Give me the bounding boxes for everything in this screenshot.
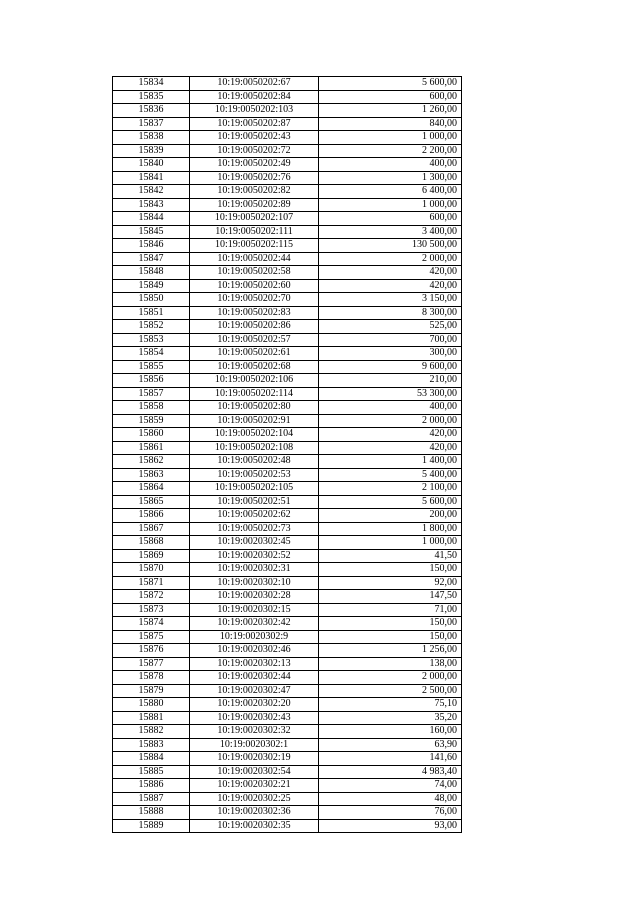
amount-cell: 2 000,00 bbox=[319, 671, 462, 685]
row-number-cell: 15841 bbox=[113, 171, 190, 185]
table-row bbox=[113, 374, 462, 388]
row-number-cell: 15862 bbox=[113, 455, 190, 469]
cadastral-number-cell: 10:19:0050202:82 bbox=[190, 185, 319, 199]
amount-cell: 71,00 bbox=[319, 603, 462, 617]
row-number-cell: 15873 bbox=[113, 603, 190, 617]
cadastral-number-cell: 10:19:0020302:10 bbox=[190, 576, 319, 590]
table-row bbox=[113, 77, 462, 91]
row-number-cell: 15857 bbox=[113, 387, 190, 401]
cadastral-number-cell: 10:19:0020302:42 bbox=[190, 617, 319, 631]
amount-cell: 48,00 bbox=[319, 792, 462, 806]
cadastral-number-cell: 10:19:0050202:67 bbox=[190, 77, 319, 91]
row-number-cell: 15861 bbox=[113, 441, 190, 455]
table-row bbox=[113, 117, 462, 131]
table-row bbox=[113, 387, 462, 401]
amount-cell: 41,50 bbox=[319, 549, 462, 563]
row-number-cell: 15846 bbox=[113, 239, 190, 253]
table-row bbox=[113, 266, 462, 280]
amount-cell: 160,00 bbox=[319, 725, 462, 739]
amount-cell: 130 500,00 bbox=[319, 239, 462, 253]
table-row bbox=[113, 738, 462, 752]
amount-cell: 2 100,00 bbox=[319, 482, 462, 496]
row-number-cell: 15836 bbox=[113, 104, 190, 118]
cadastral-number-cell: 10:19:0020302:52 bbox=[190, 549, 319, 563]
table-row bbox=[113, 630, 462, 644]
cadastral-number-cell: 10:19:0050202:86 bbox=[190, 320, 319, 334]
row-number-cell: 15855 bbox=[113, 360, 190, 374]
table-row bbox=[113, 90, 462, 104]
row-number-cell: 15844 bbox=[113, 212, 190, 226]
cadastral-number-cell: 10:19:0050202:84 bbox=[190, 90, 319, 104]
cadastral-number-cell: 10:19:0020302:28 bbox=[190, 590, 319, 604]
cadastral-number-cell: 10:19:0050202:49 bbox=[190, 158, 319, 172]
row-number-cell: 15852 bbox=[113, 320, 190, 334]
amount-cell: 6 400,00 bbox=[319, 185, 462, 199]
table-row bbox=[113, 765, 462, 779]
cadastral-number-cell: 10:19:0050202:111 bbox=[190, 225, 319, 239]
amount-cell: 420,00 bbox=[319, 279, 462, 293]
row-number-cell: 15867 bbox=[113, 522, 190, 536]
cadastral-number-cell: 10:19:0050202:91 bbox=[190, 414, 319, 428]
table-row bbox=[113, 495, 462, 509]
row-number-cell: 15835 bbox=[113, 90, 190, 104]
row-number-cell: 15839 bbox=[113, 144, 190, 158]
table-row bbox=[113, 725, 462, 739]
amount-cell: 35,20 bbox=[319, 711, 462, 725]
table-row bbox=[113, 752, 462, 766]
row-number-cell: 15883 bbox=[113, 738, 190, 752]
amount-cell: 53 300,00 bbox=[319, 387, 462, 401]
amount-cell: 75,10 bbox=[319, 698, 462, 712]
row-number-cell: 15843 bbox=[113, 198, 190, 212]
cadastral-number-cell: 10:19:0050202:72 bbox=[190, 144, 319, 158]
table-row bbox=[113, 158, 462, 172]
row-number-cell: 15888 bbox=[113, 806, 190, 820]
row-number-cell: 15889 bbox=[113, 819, 190, 833]
table-row bbox=[113, 293, 462, 307]
amount-cell: 2 000,00 bbox=[319, 252, 462, 266]
cadastral-number-cell: 10:19:0050202:60 bbox=[190, 279, 319, 293]
cadastral-number-cell: 10:19:0050202:80 bbox=[190, 401, 319, 415]
amount-cell: 525,00 bbox=[319, 320, 462, 334]
cadastral-number-cell: 10:19:0050202:58 bbox=[190, 266, 319, 280]
table-row bbox=[113, 806, 462, 820]
cadastral-number-cell: 10:19:0050202:62 bbox=[190, 509, 319, 523]
cadastral-number-cell: 10:19:0050202:115 bbox=[190, 239, 319, 253]
cadastral-number-cell: 10:19:0050202:51 bbox=[190, 495, 319, 509]
cadastral-number-cell: 10:19:0050202:76 bbox=[190, 171, 319, 185]
amount-cell: 1 300,00 bbox=[319, 171, 462, 185]
row-number-cell: 15871 bbox=[113, 576, 190, 590]
amount-cell: 5 600,00 bbox=[319, 495, 462, 509]
amount-cell: 8 300,00 bbox=[319, 306, 462, 320]
amount-cell: 200,00 bbox=[319, 509, 462, 523]
table-row bbox=[113, 239, 462, 253]
table-row bbox=[113, 401, 462, 415]
table-row bbox=[113, 482, 462, 496]
cadastral-table bbox=[112, 76, 462, 833]
amount-cell: 76,00 bbox=[319, 806, 462, 820]
amount-cell: 1 260,00 bbox=[319, 104, 462, 118]
amount-cell: 2 200,00 bbox=[319, 144, 462, 158]
cadastral-number-cell: 10:19:0050202:44 bbox=[190, 252, 319, 266]
amount-cell: 138,00 bbox=[319, 657, 462, 671]
table-row bbox=[113, 252, 462, 266]
amount-cell: 92,00 bbox=[319, 576, 462, 590]
amount-cell: 210,00 bbox=[319, 374, 462, 388]
amount-cell: 150,00 bbox=[319, 630, 462, 644]
cadastral-number-cell: 10:19:0020302:19 bbox=[190, 752, 319, 766]
amount-cell: 700,00 bbox=[319, 333, 462, 347]
cadastral-number-cell: 10:19:0050202:104 bbox=[190, 428, 319, 442]
row-number-cell: 15882 bbox=[113, 725, 190, 739]
row-number-cell: 15860 bbox=[113, 428, 190, 442]
cadastral-number-cell: 10:19:0020302:25 bbox=[190, 792, 319, 806]
amount-cell: 1 256,00 bbox=[319, 644, 462, 658]
table-row bbox=[113, 104, 462, 118]
table-row bbox=[113, 171, 462, 185]
table-row bbox=[113, 414, 462, 428]
cadastral-number-cell: 10:19:0020302:36 bbox=[190, 806, 319, 820]
table-row bbox=[113, 617, 462, 631]
row-number-cell: 15842 bbox=[113, 185, 190, 199]
table-row bbox=[113, 144, 462, 158]
row-number-cell: 15875 bbox=[113, 630, 190, 644]
amount-cell: 150,00 bbox=[319, 617, 462, 631]
amount-cell: 420,00 bbox=[319, 428, 462, 442]
cadastral-number-cell: 10:19:0050202:106 bbox=[190, 374, 319, 388]
amount-cell: 1 000,00 bbox=[319, 198, 462, 212]
row-number-cell: 15872 bbox=[113, 590, 190, 604]
amount-cell: 150,00 bbox=[319, 563, 462, 577]
table-row bbox=[113, 360, 462, 374]
cadastral-number-cell: 10:19:0020302:43 bbox=[190, 711, 319, 725]
table-row bbox=[113, 563, 462, 577]
row-number-cell: 15847 bbox=[113, 252, 190, 266]
cadastral-number-cell: 10:19:0050202:105 bbox=[190, 482, 319, 496]
amount-cell: 420,00 bbox=[319, 441, 462, 455]
row-number-cell: 15877 bbox=[113, 657, 190, 671]
amount-cell: 3 400,00 bbox=[319, 225, 462, 239]
row-number-cell: 15856 bbox=[113, 374, 190, 388]
cadastral-number-cell: 10:19:0050202:73 bbox=[190, 522, 319, 536]
cadastral-number-cell: 10:19:0050202:61 bbox=[190, 347, 319, 361]
table-row bbox=[113, 711, 462, 725]
row-number-cell: 15854 bbox=[113, 347, 190, 361]
row-number-cell: 15838 bbox=[113, 131, 190, 145]
row-number-cell: 15884 bbox=[113, 752, 190, 766]
cadastral-number-cell: 10:19:0020302:44 bbox=[190, 671, 319, 685]
amount-cell: 2 000,00 bbox=[319, 414, 462, 428]
row-number-cell: 15868 bbox=[113, 536, 190, 550]
table-row bbox=[113, 657, 462, 671]
table-row bbox=[113, 347, 462, 361]
table-row bbox=[113, 576, 462, 590]
table-row bbox=[113, 468, 462, 482]
row-number-cell: 15853 bbox=[113, 333, 190, 347]
cadastral-number-cell: 10:19:0020302:54 bbox=[190, 765, 319, 779]
cadastral-number-cell: 10:19:0050202:43 bbox=[190, 131, 319, 145]
amount-cell: 600,00 bbox=[319, 212, 462, 226]
table-row bbox=[113, 131, 462, 145]
table-row bbox=[113, 333, 462, 347]
cadastral-number-cell: 10:19:0050202:89 bbox=[190, 198, 319, 212]
row-number-cell: 15848 bbox=[113, 266, 190, 280]
row-number-cell: 15869 bbox=[113, 549, 190, 563]
table-row bbox=[113, 428, 462, 442]
amount-cell: 5 600,00 bbox=[319, 77, 462, 91]
cadastral-number-cell: 10:19:0050202:114 bbox=[190, 387, 319, 401]
amount-cell: 1 800,00 bbox=[319, 522, 462, 536]
cadastral-number-cell: 10:19:0050202:57 bbox=[190, 333, 319, 347]
table-row bbox=[113, 590, 462, 604]
cadastral-number-cell: 10:19:0020302:15 bbox=[190, 603, 319, 617]
table-row bbox=[113, 441, 462, 455]
amount-cell: 400,00 bbox=[319, 401, 462, 415]
cadastral-number-cell: 10:19:0020302:32 bbox=[190, 725, 319, 739]
amount-cell: 5 400,00 bbox=[319, 468, 462, 482]
table-row bbox=[113, 279, 462, 293]
cadastral-number-cell: 10:19:0050202:70 bbox=[190, 293, 319, 307]
table-row bbox=[113, 698, 462, 712]
amount-cell: 93,00 bbox=[319, 819, 462, 833]
amount-cell: 74,00 bbox=[319, 779, 462, 793]
cadastral-number-cell: 10:19:0050202:53 bbox=[190, 468, 319, 482]
cadastral-number-cell: 10:19:0020302:45 bbox=[190, 536, 319, 550]
row-number-cell: 15865 bbox=[113, 495, 190, 509]
amount-cell: 1 400,00 bbox=[319, 455, 462, 469]
table-row bbox=[113, 185, 462, 199]
cadastral-number-cell: 10:19:0020302:9 bbox=[190, 630, 319, 644]
row-number-cell: 15880 bbox=[113, 698, 190, 712]
amount-cell: 840,00 bbox=[319, 117, 462, 131]
amount-cell: 63,90 bbox=[319, 738, 462, 752]
table-row bbox=[113, 644, 462, 658]
table-row bbox=[113, 536, 462, 550]
cadastral-number-cell: 10:19:0020302:47 bbox=[190, 684, 319, 698]
row-number-cell: 15874 bbox=[113, 617, 190, 631]
row-number-cell: 15878 bbox=[113, 671, 190, 685]
table-row bbox=[113, 792, 462, 806]
cadastral-number-cell: 10:19:0020302:20 bbox=[190, 698, 319, 712]
row-number-cell: 15879 bbox=[113, 684, 190, 698]
table-body bbox=[113, 77, 462, 833]
amount-cell: 4 983,40 bbox=[319, 765, 462, 779]
cadastral-number-cell: 10:19:0050202:68 bbox=[190, 360, 319, 374]
row-number-cell: 15858 bbox=[113, 401, 190, 415]
cadastral-number-cell: 10:19:0050202:87 bbox=[190, 117, 319, 131]
row-number-cell: 15866 bbox=[113, 509, 190, 523]
amount-cell: 2 500,00 bbox=[319, 684, 462, 698]
amount-cell: 420,00 bbox=[319, 266, 462, 280]
table-row bbox=[113, 212, 462, 226]
amount-cell: 141,60 bbox=[319, 752, 462, 766]
amount-cell: 147,50 bbox=[319, 590, 462, 604]
table-row bbox=[113, 671, 462, 685]
cadastral-number-cell: 10:19:0020302:46 bbox=[190, 644, 319, 658]
table-row bbox=[113, 684, 462, 698]
table-row bbox=[113, 603, 462, 617]
row-number-cell: 15876 bbox=[113, 644, 190, 658]
table-row bbox=[113, 320, 462, 334]
amount-cell: 1 000,00 bbox=[319, 131, 462, 145]
table-row bbox=[113, 306, 462, 320]
table-row bbox=[113, 455, 462, 469]
row-number-cell: 15887 bbox=[113, 792, 190, 806]
cadastral-number-cell: 10:19:0050202:107 bbox=[190, 212, 319, 226]
amount-cell: 3 150,00 bbox=[319, 293, 462, 307]
cadastral-number-cell: 10:19:0020302:31 bbox=[190, 563, 319, 577]
row-number-cell: 15881 bbox=[113, 711, 190, 725]
cadastral-number-cell: 10:19:0050202:83 bbox=[190, 306, 319, 320]
table-row bbox=[113, 198, 462, 212]
row-number-cell: 15849 bbox=[113, 279, 190, 293]
amount-cell: 300,00 bbox=[319, 347, 462, 361]
row-number-cell: 15863 bbox=[113, 468, 190, 482]
cadastral-number-cell: 10:19:0020302:1 bbox=[190, 738, 319, 752]
amount-cell: 1 000,00 bbox=[319, 536, 462, 550]
row-number-cell: 15864 bbox=[113, 482, 190, 496]
amount-cell: 9 600,00 bbox=[319, 360, 462, 374]
row-number-cell: 15859 bbox=[113, 414, 190, 428]
row-number-cell: 15851 bbox=[113, 306, 190, 320]
table-row bbox=[113, 522, 462, 536]
cadastral-number-cell: 10:19:0020302:21 bbox=[190, 779, 319, 793]
row-number-cell: 15850 bbox=[113, 293, 190, 307]
amount-cell: 600,00 bbox=[319, 90, 462, 104]
row-number-cell: 15886 bbox=[113, 779, 190, 793]
cadastral-number-cell: 10:19:0020302:35 bbox=[190, 819, 319, 833]
row-number-cell: 15840 bbox=[113, 158, 190, 172]
cadastral-number-cell: 10:19:0050202:103 bbox=[190, 104, 319, 118]
row-number-cell: 15834 bbox=[113, 77, 190, 91]
row-number-cell: 15837 bbox=[113, 117, 190, 131]
table-row bbox=[113, 549, 462, 563]
cadastral-number-cell: 10:19:0020302:13 bbox=[190, 657, 319, 671]
amount-cell: 400,00 bbox=[319, 158, 462, 172]
row-number-cell: 15845 bbox=[113, 225, 190, 239]
table-row bbox=[113, 509, 462, 523]
row-number-cell: 15870 bbox=[113, 563, 190, 577]
table-row bbox=[113, 819, 462, 833]
cadastral-number-cell: 10:19:0050202:48 bbox=[190, 455, 319, 469]
table-row bbox=[113, 779, 462, 793]
row-number-cell: 15885 bbox=[113, 765, 190, 779]
cadastral-number-cell: 10:19:0050202:108 bbox=[190, 441, 319, 455]
table-row bbox=[113, 225, 462, 239]
